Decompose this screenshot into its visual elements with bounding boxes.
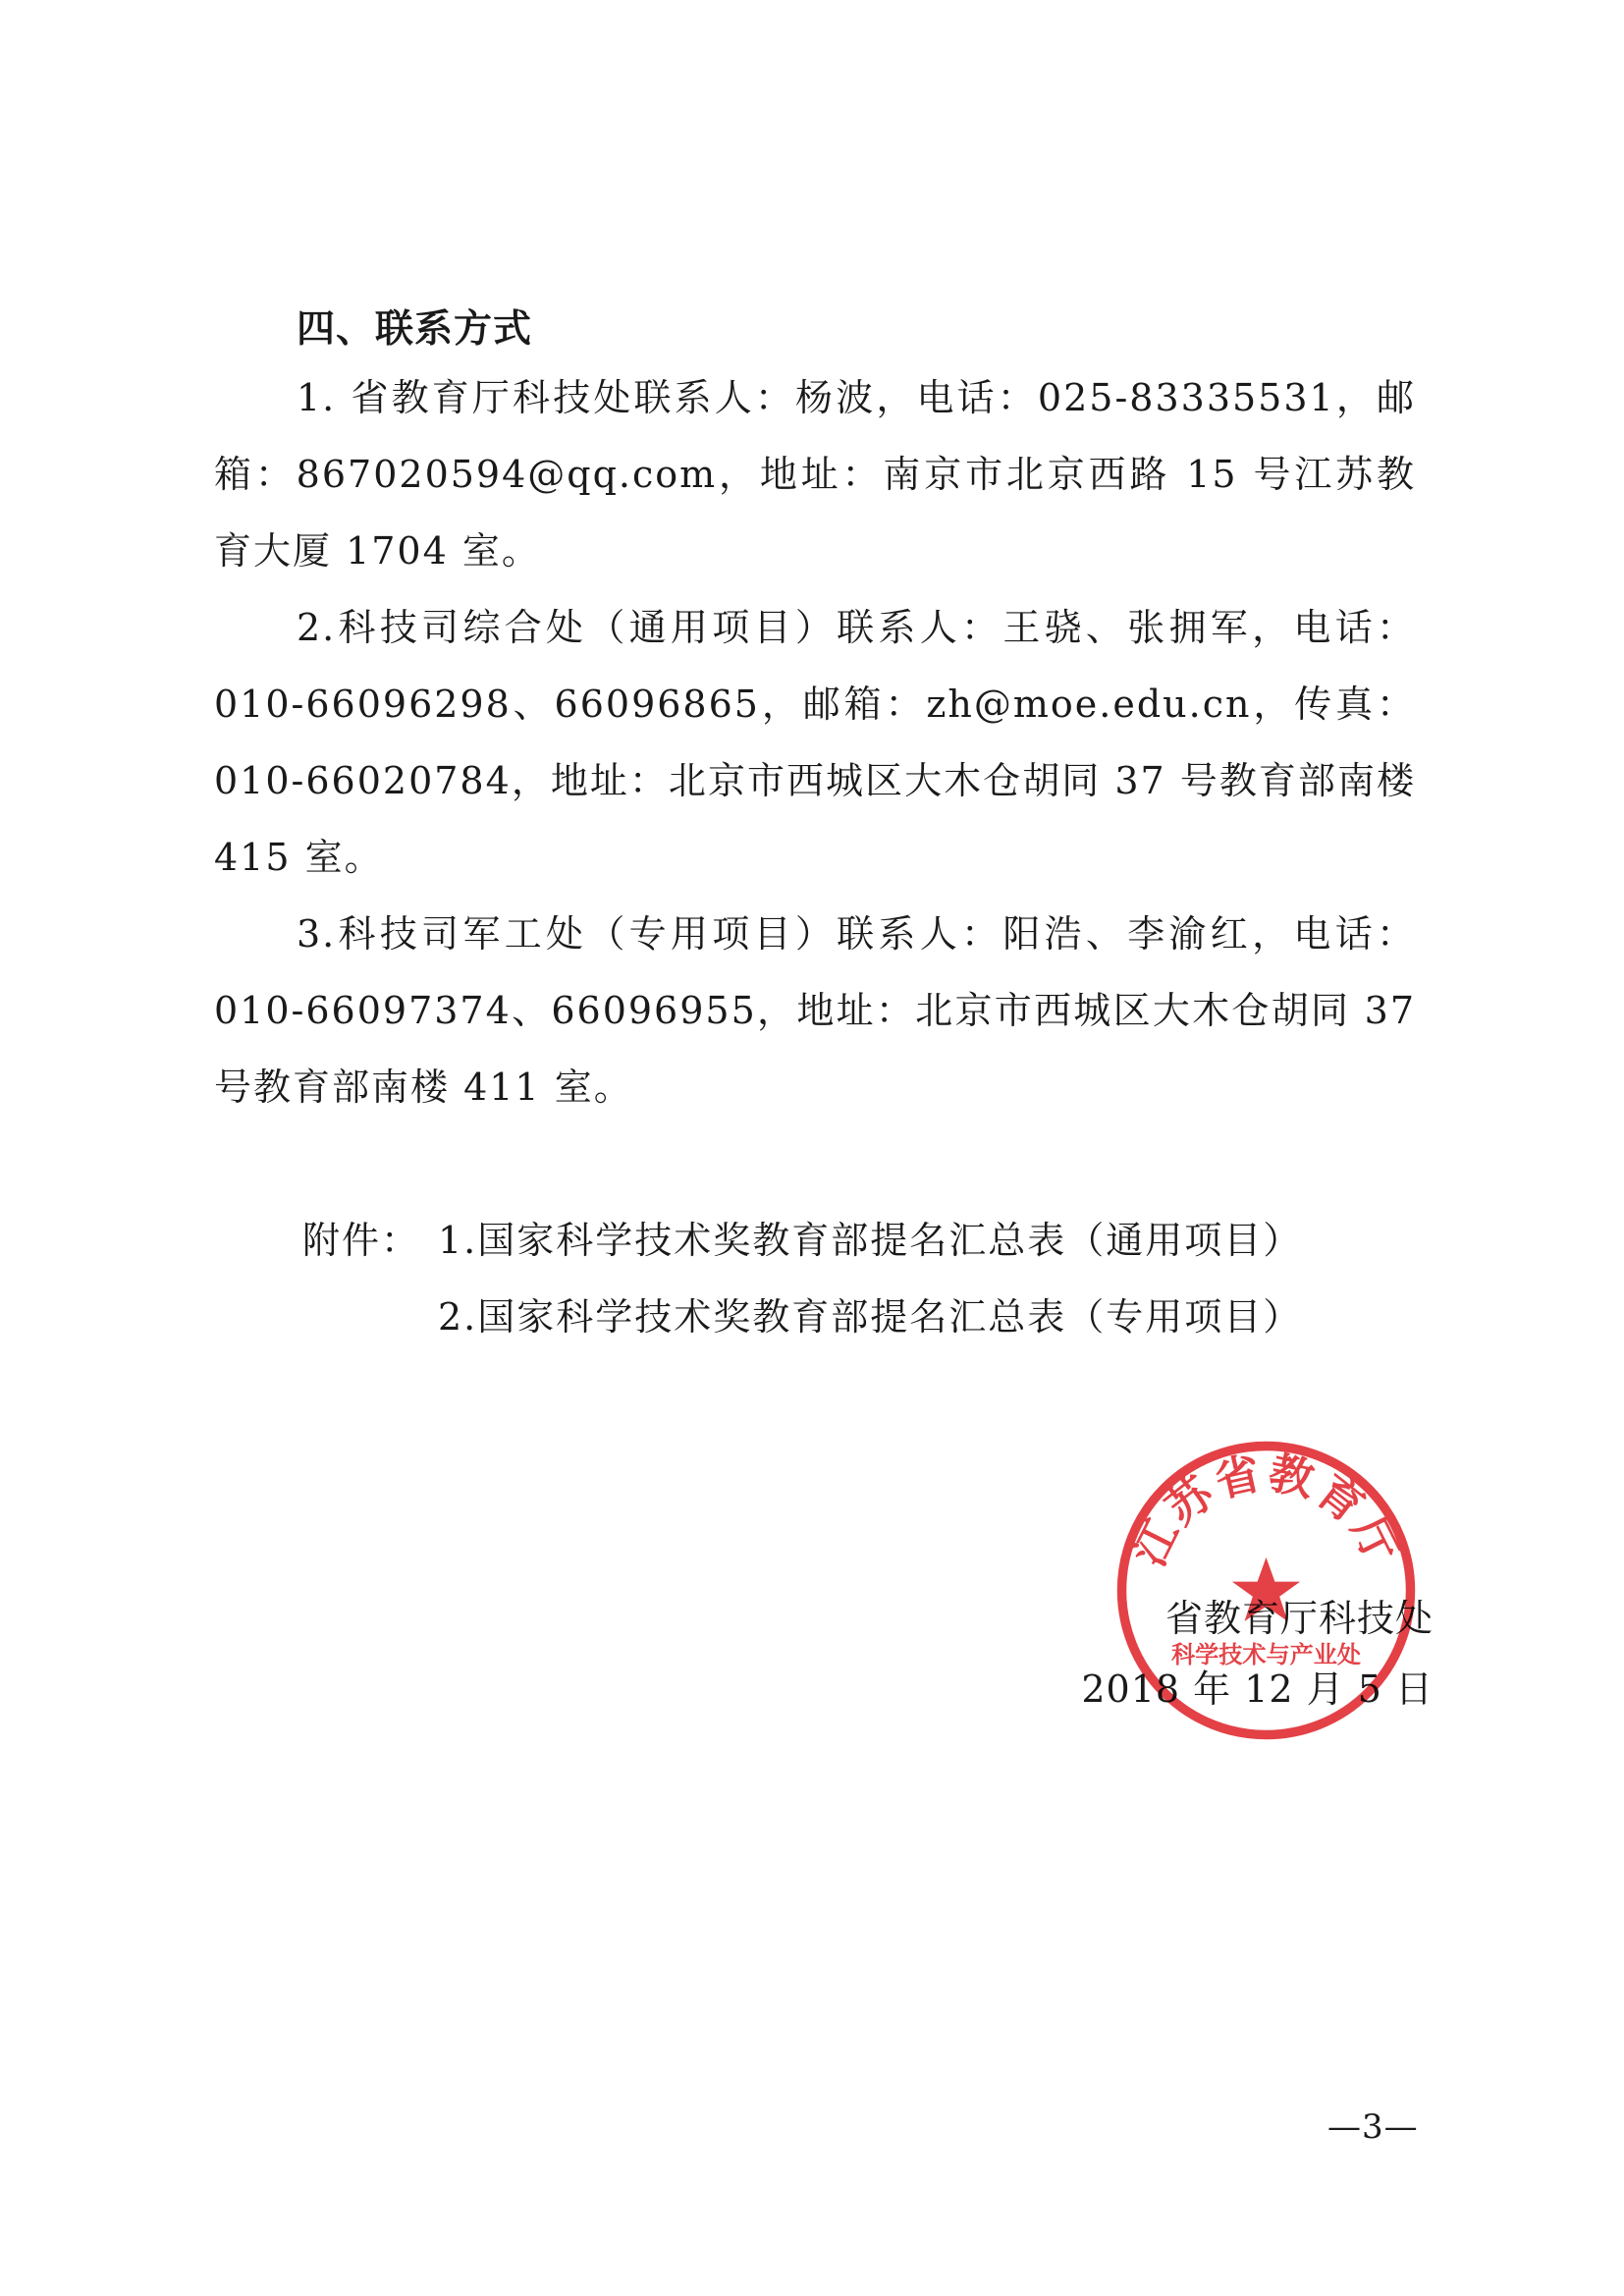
seal-star-icon — [1232, 1558, 1300, 1621]
signature-date: 2018 年 12 月 5 日 — [1081, 1667, 1434, 1711]
attachment-item-1: 1.国家科学技术奖教育部提名汇总表（通用项目） — [438, 1219, 1303, 1262]
official-seal — [1111, 1436, 1421, 1745]
seal-bottom-text: 科学技术与产业处 — [1170, 1641, 1362, 1668]
attachments-label: 附件： — [302, 1219, 421, 1262]
attachments-label-spacer — [214, 1279, 438, 1355]
attachment-row-2 — [214, 1279, 1416, 1355]
signature-org: 省教育厅科技处 — [1164, 1597, 1434, 1640]
attachment-item-2: 2.国家科学技术奖教育部提名汇总表（专用项目） — [438, 1295, 1303, 1339]
contact-paragraph-1: 1. 省教育厅科技处联系人：杨波，电话：025-83335531，邮箱：867020594@qq.com，地址：南京市北京西路 15 号江苏教育大厦 1704 室。 — [214, 376, 1416, 573]
contact-paragraph-2: 2.科技司综合处（通用项目）联系人：王骁、张拥军，电话：010-66096298、66096865，邮箱：zh@moe.edu.cn，传真：010-66020784，地址：北京市西城区大木仓胡同 37 号教育部南楼 415 室。 — [214, 606, 1416, 879]
attachment-row-1 — [214, 1202, 1416, 1279]
document-body — [214, 301, 1416, 1355]
section-heading: 四、联系方式 — [297, 307, 533, 352]
attachments-block — [214, 1202, 1416, 1355]
seal-top-text: 江苏省教育厅 — [1122, 1446, 1410, 1575]
page-number: —3— — [1327, 2107, 1419, 2147]
contact-paragraph-3: 3.科技司军工处（专用项目）联系人：阳浩、李渝红，电话：010-66097374、66096955，地址：北京市西城区大木仓胡同 37 号教育部南楼 411 室。 — [214, 912, 1416, 1109]
